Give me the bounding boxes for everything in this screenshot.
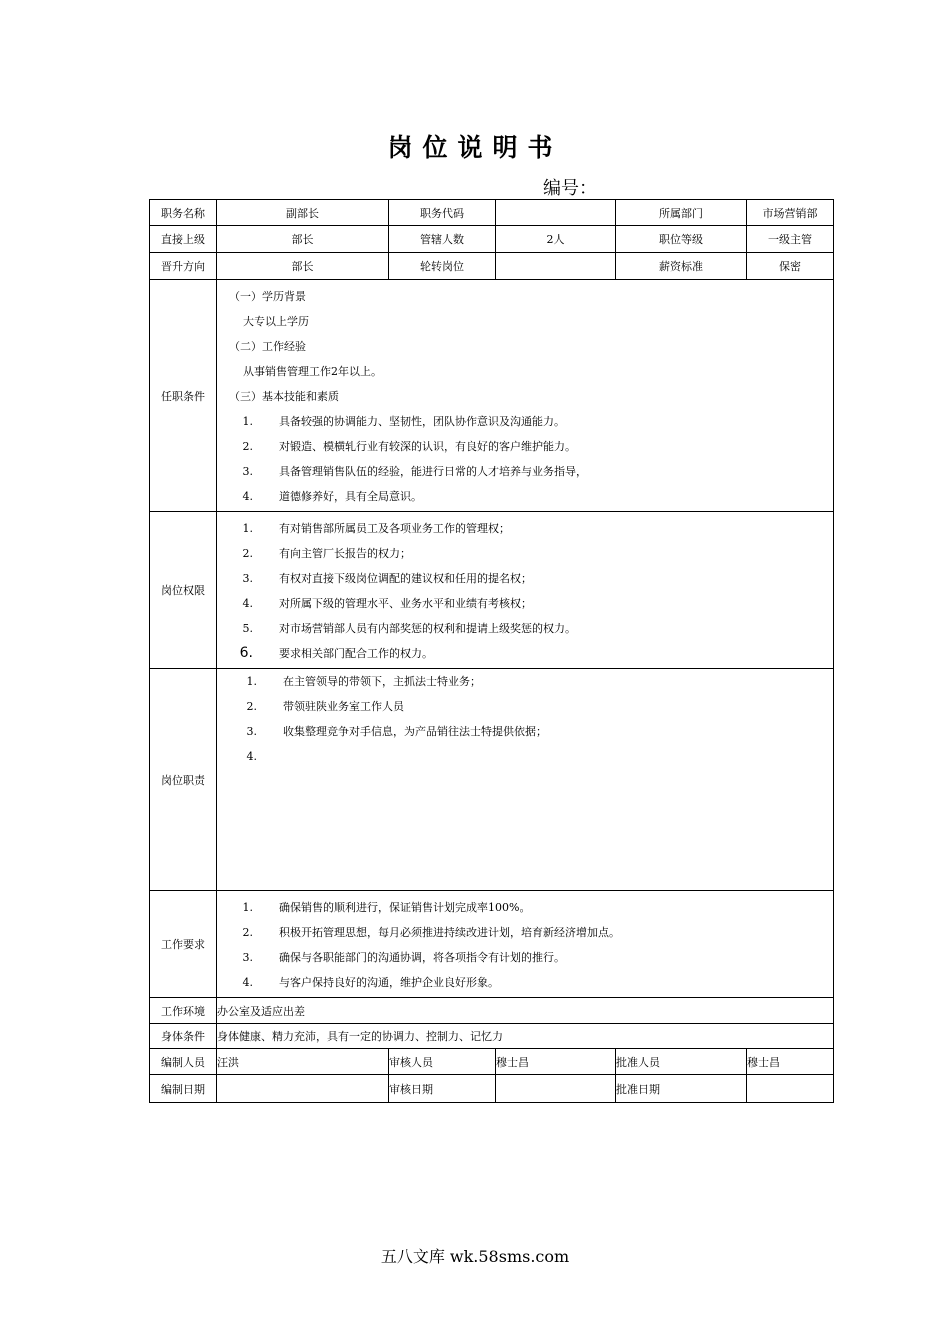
item-text: 积极开拓管理思想，每月必须推进持续改进计划，培育新经济增加点。 [279,926,620,939]
department-value: 市场营销部 [747,200,834,226]
compiler-value: 汪洪 [217,1049,389,1075]
list-item [217,434,833,459]
promotion-label: 晋升方向 [150,253,217,280]
table-row [150,1049,834,1075]
item-text: 有权对直接下级岗位调配的建议权和任用的提名权； [279,572,532,585]
list-item [217,895,833,920]
item-number: 3. [242,572,253,585]
item-text: 对所属下级的管理水平、业务水平和业绩有考核权； [279,597,532,610]
table-row [150,891,834,998]
document-number-label: 编号： [543,178,597,199]
direct-superior-value: 部长 [217,226,389,253]
job-description-table [149,199,834,1103]
list-item [217,719,833,744]
item-text: 道德修养好，具有全局意识。 [279,490,422,503]
list-item [217,970,833,995]
duties-label: 岗位职责 [150,669,217,891]
requirements-label: 工作要求 [150,891,217,998]
item-text: 有向主管厂长报告的权力； [279,547,411,560]
salary-label: 薪资标准 [616,253,747,280]
item-text: 要求相关部门配合工作的权力。 [279,647,433,660]
item-text: 带领驻陕业务室工作人员 [283,700,404,713]
list-item [217,541,833,566]
item-text: 在主管领导的带领下，主抓法士特业务； [283,675,481,688]
item-number: 4. [242,490,253,503]
item-text: 具备较强的协调能力、坚韧性，团队协作意识及沟通能力。 [279,415,565,428]
list-item [217,669,833,694]
headcount-value: 2人 [496,226,616,253]
position-name-value: 副部长 [217,200,389,226]
list-item [217,945,833,970]
item-text: 确保销售的顺利进行，保证销售计划完成率100%。 [279,901,531,914]
table-row [150,280,834,512]
item-text: 具备管理销售队伍的经验，能进行日常的人才培养与业务指导， [279,465,587,478]
table-row [150,1075,834,1103]
item-number: 5. [242,622,253,635]
position-code-label: 职务代码 [389,200,496,226]
item-number: 2. [242,440,253,453]
table-row [150,253,834,280]
compile-date-label: 编制日期 [150,1075,217,1103]
approve-date-label: 批准日期 [616,1075,747,1103]
approver-label: 批准人员 [616,1049,747,1075]
item-number: 1. [242,901,253,914]
item-text: 对锻造、模横轧行业有较深的认识，有良好的客户维护能力。 [279,440,576,453]
department-label: 所属部门 [616,200,747,226]
position-name-label: 职务名称 [150,200,217,226]
promotion-value: 部长 [217,253,389,280]
footer-watermark: 五八文库 wk.58sms.com [380,1247,570,1266]
item-number: 3. [242,951,253,964]
rotation-label: 轮转岗位 [389,253,496,280]
item-number: 4. [242,976,253,989]
reviewer-label: 审核人员 [389,1049,496,1075]
list-item [217,516,833,541]
list-item [217,920,833,945]
item-number: 3. [242,465,253,478]
position-code-value [496,200,616,226]
list-item [217,744,833,769]
authority-content [217,512,834,669]
item-text: 收集整理竞争对手信息，为产品销往法士特提供依据； [283,725,547,738]
duties-content [217,669,834,891]
item-text: 确保与各职能部门的沟通协调，将各项指令有计划的推行。 [279,951,565,964]
direct-superior-label: 直接上级 [150,226,217,253]
skills-heading: （三）基本技能和素质 [229,390,339,403]
list-item [217,484,833,509]
environment-value: 办公室及适应出差 [217,998,834,1024]
experience-heading: （二）工作经验 [229,340,306,353]
item-number: 4. [246,750,257,763]
item-number: 2. [242,547,253,560]
item-number: 2. [242,926,253,939]
headcount-label: 管辖人数 [389,226,496,253]
experience-text: 从事销售管理工作2年以上。 [243,365,382,378]
approve-date-value [747,1075,834,1103]
approver-value: 穆士昌 [747,1049,834,1075]
item-text: 与客户保持良好的沟通，维护企业良好形象。 [279,976,499,989]
list-item [217,616,833,641]
review-date-label: 审核日期 [389,1075,496,1103]
qualifications-label: 任职条件 [150,280,217,512]
item-number: 3. [246,725,257,738]
physical-value: 身体健康、精力充沛，具有一定的协调力、控制力、记忆力 [217,1024,834,1049]
requirements-content [217,891,834,998]
item-number: 6. [239,645,253,661]
table-row [150,200,834,226]
item-number: 1. [246,675,257,688]
item-number: 1. [242,415,253,428]
compile-date-value [217,1075,389,1103]
salary-value: 保密 [747,253,834,280]
grade-value: 一级主管 [747,226,834,253]
list-item [217,641,833,666]
list-item [217,459,833,484]
table-row [150,226,834,253]
authority-label: 岗位权限 [150,512,217,669]
table-row [150,512,834,669]
item-number: 4. [242,597,253,610]
item-text: 对市场营销部人员有内部奖惩的权利和提请上级奖惩的权力。 [279,622,576,635]
page-title: 岗位说明书 [387,133,563,162]
compiler-label: 编制人员 [150,1049,217,1075]
education-text: 大专以上学历 [243,315,309,328]
item-number: 2. [246,700,257,713]
list-item [217,591,833,616]
reviewer-value: 穆士昌 [496,1049,616,1075]
item-text [283,744,833,769]
list-item [217,566,833,591]
item-text: 有对销售部所属员工及各项业务工作的管理权； [279,522,510,535]
physical-label: 身体条件 [150,1024,217,1049]
table-row [150,669,834,891]
education-heading: （一）学历背景 [229,290,306,303]
list-item [217,409,833,434]
item-number: 1. [242,522,253,535]
grade-label: 职位等级 [616,226,747,253]
rotation-value [496,253,616,280]
qualifications-content [217,280,834,512]
review-date-value [496,1075,616,1103]
list-item [217,694,833,719]
environment-label: 工作环境 [150,998,217,1024]
table-row [150,1024,834,1049]
table-row [150,998,834,1024]
